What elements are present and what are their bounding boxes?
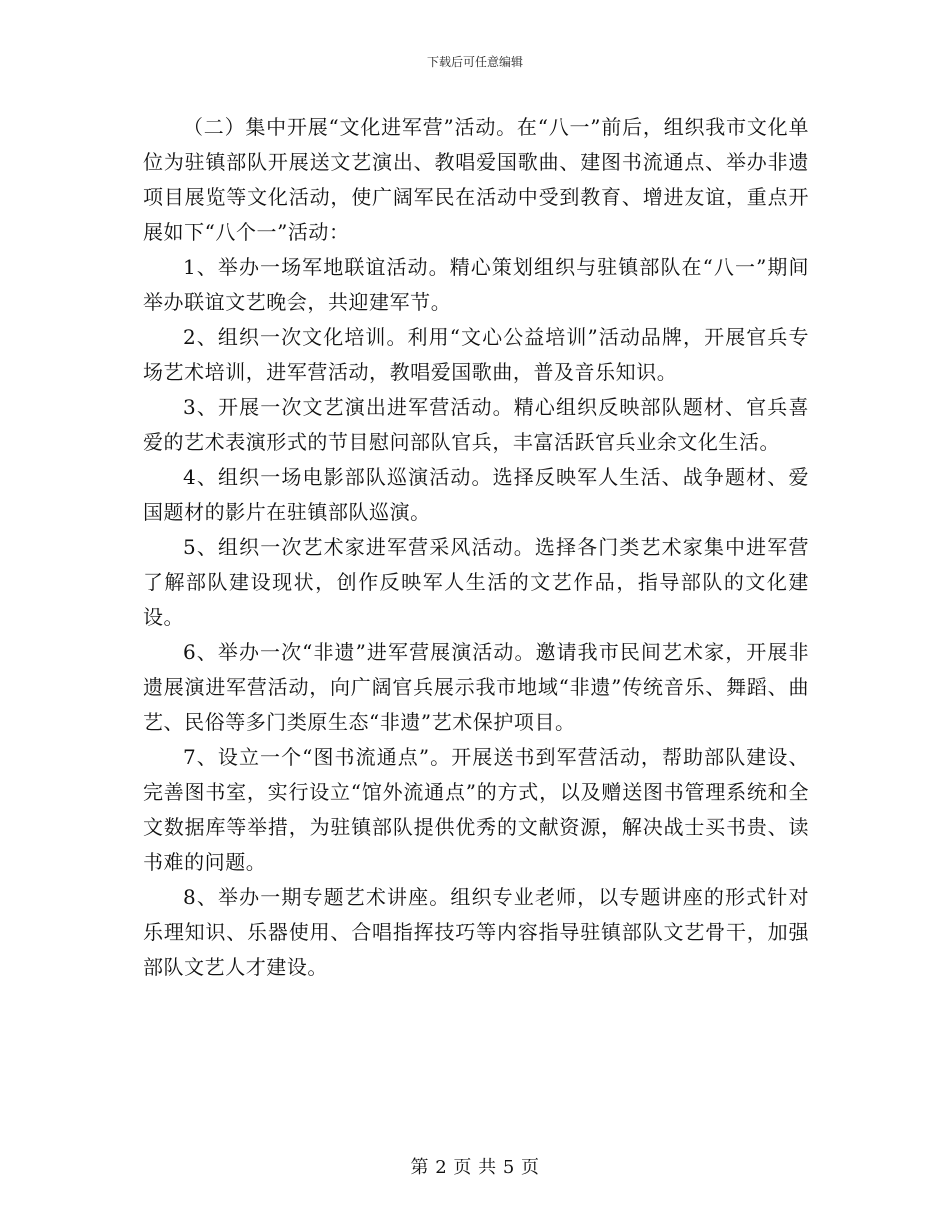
paragraph-intro: （二）集中开展“文化进军营”活动。在“八一”前后，组织我市文化单位为驻镇部队开展送文艺演出、教唱爱国歌曲、建图书流通点、举办非遗项目展览等文化活动，使广阔军民在活动中受到教育、增进友谊，重点开展如下“八个一”活动：	[143, 115, 809, 244]
paragraph-item-8: 8、举办一期专题艺术讲座。组织专业老师，以专题讲座的形式针对乐理知识、乐器使用、合唱指挥技巧等内容指导驻镇部队文艺骨干，加强部队文艺人才建设。	[143, 885, 809, 979]
page-number-label: 第 2 页 共 5 页	[410, 1157, 540, 1178]
paragraph-item-6: 6、举办一次“非遗”进军营展演活动。邀请我市民间艺术家，开展非遗展演进军营活动，向广阔官兵展示我市地域“非遗”传统音乐、舞蹈、曲艺、民俗等多门类原生态“非遗”艺术保护项目。	[143, 640, 809, 734]
paragraph-item-1: 1、举办一场军地联谊活动。精心策划组织与驻镇部队在“八一”期间举办联谊文艺晚会，共迎建军节。	[143, 255, 809, 314]
paragraph-item-3: 3、开展一次文艺演出进军营活动。精心组织反映部队题材、官兵喜爱的艺术表演形式的节目慰问部队官兵，丰富活跃官兵业余文化生活。	[143, 395, 809, 454]
page-footer	[0, 1156, 950, 1180]
paragraph-item-2: 2、组织一次文化培训。利用“文心公益培训”活动品牌，开展官兵专场艺术培训，进军营活动，教唱爱国歌曲，普及音乐知识。	[143, 325, 809, 384]
paragraph-item-4: 4、组织一场电影部队巡演活动。选择反映军人生活、战争题材、爱国题材的影片在驻镇部队巡演。	[143, 465, 809, 524]
paragraph-item-5: 5、组织一次艺术家进军营采风活动。选择各门类艺术家集中进军营了解部队建设现状，创作反映军人生活的文艺作品，指导部队的文化建设。	[143, 535, 809, 629]
paragraph-item-7: 7、设立一个“图书流通点”。开展送书到军营活动，帮助部队建设、完善图书室，实行设立“馆外流通点”的方式，以及赠送图书管理系统和全文数据库等举措，为驻镇部队提供优秀的文献资源，解决战士买书贵、读书难的问题。	[143, 745, 809, 874]
document-body	[143, 110, 809, 985]
page-header: 下载后可任意编辑	[426, 55, 523, 69]
